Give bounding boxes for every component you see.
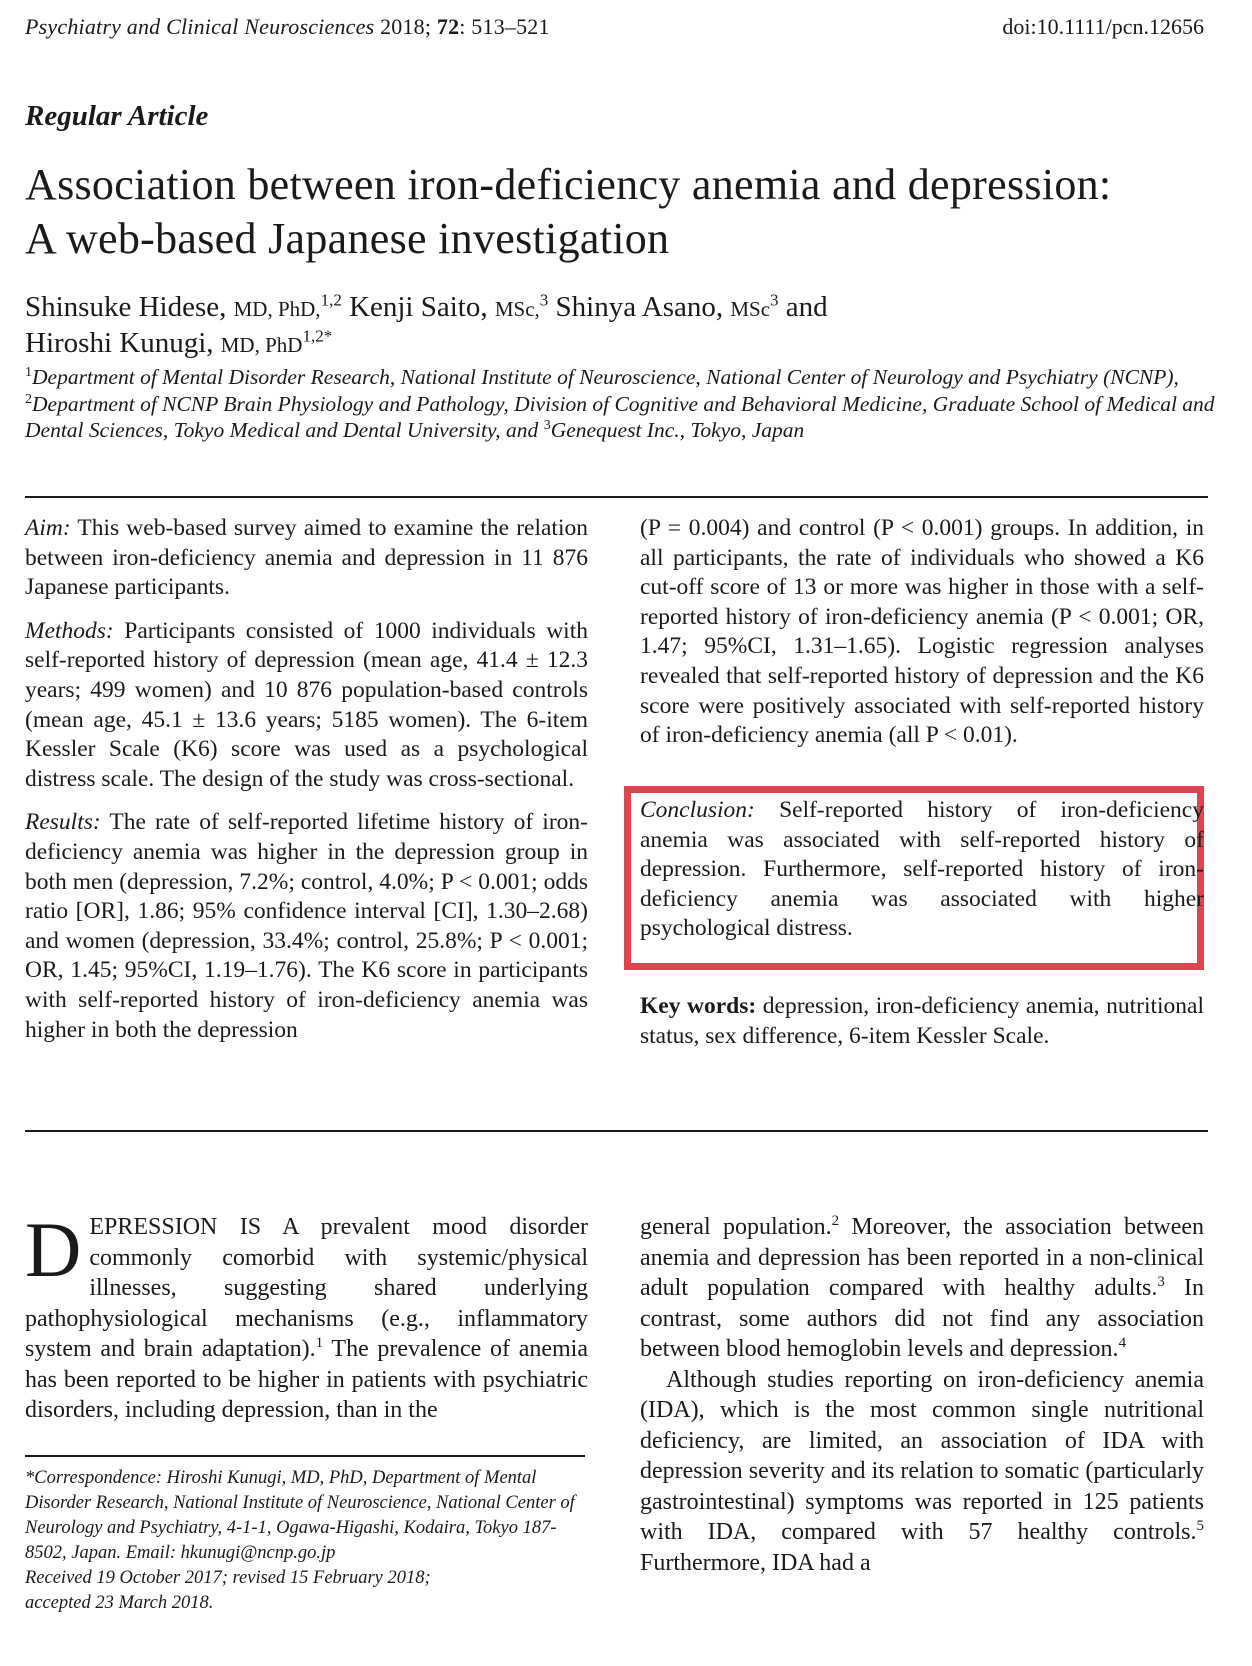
aim-label: Aim: — [25, 515, 71, 541]
abstract-results-continued: (P = 0.004) and control (P < 0.001) groups. In addition, in all participants, the rate of individuals who showed a K6 cut-off score of 13 or more was higher in those with a self-reported history of iron-deficiency anemia (P < 0.001; OR, 1.47; 95%CI, 1.31–1.65). Logistic regression analyses revealed that self-reported history of depression and the K6 score were positively associated with self-reported history of iron-deficiency anemia (all P < 0.01). — [640, 515, 1204, 749]
body-text: Moreover, the association between anemia and depression has been reported in a non-clinical adult population compared with healthy adults. — [640, 1214, 1204, 1301]
intro-paragraph-2 — [640, 1365, 1204, 1579]
author-affil-sup: 1,2* — [302, 326, 333, 346]
accepted-date: accepted 23 March 2018. — [25, 1593, 214, 1613]
abstract-top-rule — [25, 496, 1208, 498]
conclusion-label: Conclusion: — [640, 797, 755, 823]
methods-label: Methods: — [25, 617, 114, 644]
journal-header — [25, 14, 550, 40]
author-affil-sup: 3 — [770, 290, 779, 310]
abstract-right-column — [640, 514, 1204, 765]
author-degrees: MSc — [730, 297, 771, 321]
results-label: Results: — [25, 809, 101, 836]
abstract-left-column — [25, 514, 588, 1059]
intro-text-cont: The prevalence of anemia has been reported to be higher in patients with psychiatric disorders, including depression, than in the — [25, 1336, 588, 1423]
citation-sup: 2 — [831, 1213, 840, 1229]
author-name: Shinya Asano, — [555, 291, 724, 323]
drop-cap: D — [25, 1206, 82, 1293]
article-type: Regular Article — [25, 100, 209, 132]
author-name: Shinsuke Hidese, — [25, 291, 227, 323]
author-name: Kenji Saito, — [349, 291, 488, 323]
intro-paragraph-1-continued — [640, 1212, 1204, 1365]
results-text: The rate of self-reported lifetime history of iron-deficiency anemia was higher in the depression group in both men (depression, 7.2%; control, 4.0%; P < 0.001; odds ratio [OR], 1.86; 95% confidence interval [CI], 1.30–2.68) and women (depression, 33.4%; control, 25.8%; P < 0.001; OR, 1.45; 95%CI, 1.19–1.76). The K6 score in participants with self-reported history of iron-deficiency anemia was higher in both the depression — [25, 809, 588, 1043]
abstract-methods — [25, 617, 588, 795]
article-title — [25, 158, 1215, 266]
citation-sup: 4 — [1118, 1335, 1127, 1351]
abstract-bottom-rule — [25, 1130, 1208, 1132]
keywords-text: depression, iron-deficiency anemia, nutritional status, sex difference, 6-item Kessler Scale. — [640, 993, 1204, 1049]
affiliation-1: Department of Mental Disorder Research, National Institute of Neuroscience, National Center of Neurology and Psychiatry (NCNP), — [32, 365, 1179, 389]
body-left-column — [25, 1206, 588, 1426]
received-dates: Received 19 October 2017; revised 15 February 2018; — [25, 1568, 431, 1588]
body-text: general population. — [640, 1214, 832, 1240]
citation-sup: 5 — [1196, 1518, 1204, 1534]
footnote — [25, 1466, 595, 1616]
methods-text: Participants consisted of 1000 individuals with self-reported history of depression (mean age, 41.4 ± 12.3 years; 499 women) and 10 876 population-based controls (mean age, 45.1 ± 13.6 years; 5185 women). The 6-item Kessler Scale (K6) score was used as a psychological distress scale. The design of the study was cross-sectional. — [25, 617, 588, 792]
conclusion-text: Self-reported history of iron-deficiency anemia was associated with self-reported history of depression. Furthermore, self-reported history of iron-deficiency anemia was associated with higher psychological distress. — [640, 797, 1204, 942]
journal-volume: 72 — [436, 14, 460, 39]
affiliation-3: Genequest Inc., Tokyo, Japan — [550, 418, 805, 442]
intro-paragraph-1 — [25, 1206, 588, 1426]
abstract-results — [25, 808, 588, 1045]
citation-sup: 3 — [1157, 1274, 1165, 1290]
author-connector: and — [785, 291, 828, 323]
citation-sup: 1 — [315, 1335, 324, 1351]
correspondence: *Correspondence: Hiroshi Kunugi, MD, PhD, Department of Mental Disorder Research, National Institute of Neuroscience, National Center of Neurology and Psychiatry, 4-1-1, Ogawa-Higashi, Kodaira, Tokyo 187-8502, Japan. Email: hkunugi@ncnp.go.jp — [25, 1468, 575, 1563]
body-text: In contrast, some authors did not find any association between blood hemoglobin levels and depression. — [640, 1275, 1204, 1362]
affiliation-2: Department of NCNP Brain Physiology and Pathology, Division of Cognitive and Behavioral Medicine, Graduate School of Medical and Dental Sciences, Tokyo Medical and Dental University, and — [25, 391, 1215, 442]
journal-pages: : 513–521 — [459, 14, 550, 39]
author-degrees: MD, PhD, — [233, 297, 321, 321]
aim-text: This web-based survey aimed to examine the relation between iron-deficiency anemia and depression in 11 876 Japanese participants. — [25, 515, 588, 601]
footnote-rule — [25, 1455, 585, 1457]
title-line-1: Association between iron-deficiency anemia and depression: — [25, 160, 1112, 209]
author-degrees: MSc, — [494, 297, 540, 321]
keywords — [640, 992, 1204, 1051]
journal-year: 2018; — [380, 14, 432, 39]
affiliations — [25, 364, 1215, 444]
intro-text: EPRESSION IS A prevalent mood disorder commonly comorbid with systemic/physical illnesses, suggesting shared underlying pathophysiological mechanisms (e.g., inflammatory system and brain adaptation). — [25, 1214, 588, 1362]
author-affil-sup: 3 — [539, 290, 549, 310]
affil-sup: 2 — [25, 391, 32, 407]
author-affil-sup: 1,2 — [320, 290, 342, 310]
body-text: Although studies reporting on iron-deficiency anemia (IDA), which is the most common single nutritional deficiency, are limited, an association of IDA with depression severity and its relation to somatic (particularly gastrointestinal) symptoms was reported in 125 patients with IDA, compared with 57 healthy controls. — [640, 1366, 1204, 1545]
affil-sup: 1 — [25, 364, 32, 380]
author-name: Hiroshi Kunugi, — [25, 327, 214, 359]
doi: doi:10.1111/pcn.12656 — [1002, 14, 1204, 39]
journal-name: Psychiatry and Clinical Neurosciences — [25, 14, 375, 39]
body-right-column — [640, 1212, 1204, 1578]
affil-sup: 3 — [543, 417, 551, 433]
title-line-2: A web-based Japanese investigation — [25, 214, 670, 263]
author-degrees: MD, PhD — [220, 333, 303, 357]
author-list — [25, 290, 1205, 362]
keywords-label: Key words: — [640, 993, 757, 1019]
abstract-aim — [25, 514, 588, 603]
body-text: Furthermore, IDA had a — [640, 1549, 871, 1576]
abstract-conclusion — [640, 796, 1204, 944]
